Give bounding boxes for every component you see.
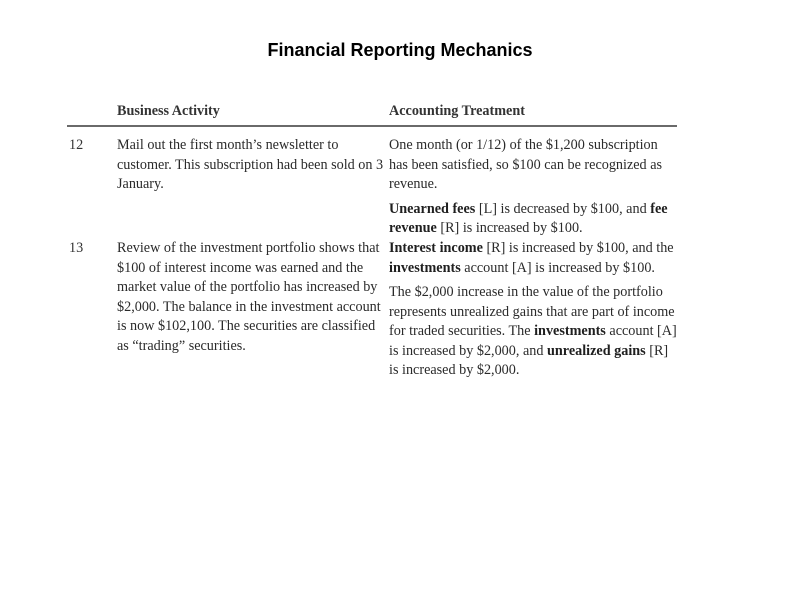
account-name: investments — [389, 259, 461, 276]
treatment-paragraph — [389, 200, 679, 239]
accounting-treatment-text — [389, 239, 679, 386]
table-header — [67, 100, 677, 124]
account-name: unrealized gains — [547, 342, 646, 359]
row-number: 12 — [69, 137, 84, 153]
header-business-activity: Business Activity — [117, 103, 220, 119]
accounting-treatment-text — [389, 136, 679, 244]
business-activity-text: Review of the investment portfolio shows that $100 of interest income was earned and the market value of the portfolio has increased by $2,000. The balance in the investment account is now $102,100. The securities are classified as “trading” securities. — [117, 240, 381, 354]
treatment-text: account [A] is increased by $2,000, and — [389, 323, 677, 359]
treatment-text: The $2,000 increase in the value of the portfolio represents unrealized gains that are part of income for traded securities. The — [389, 284, 675, 339]
header-accounting-treatment: Accounting Treatment — [389, 103, 525, 119]
treatment-text: [L] is decreased by $100, and — [475, 200, 651, 217]
account-name: fee revenue — [389, 200, 668, 236]
account-name: Unearned fees — [389, 200, 476, 217]
treatment-paragraph — [389, 136, 679, 195]
page-title: Financial Reporting Mechanics — [267, 40, 533, 60]
row-number: 13 — [69, 240, 84, 256]
treatment-paragraph — [389, 239, 679, 278]
treatment-paragraph — [389, 283, 679, 381]
treatment-text: account [A] is increased by $100. — [460, 259, 655, 276]
header-rule — [67, 125, 677, 127]
account-name: investments — [534, 323, 606, 339]
treatment-text: [R] is increased by $100. — [436, 220, 583, 236]
treatment-text: [R] is increased by $2,000. — [389, 342, 669, 378]
treatment-text: One month (or 1/12) of the $1,200 subscription has been satisfied, so $100 can be recognized as revenue. — [389, 137, 663, 192]
account-name: Interest income — [389, 240, 483, 256]
business-activity-text: Mail out the first month’s newsletter to customer. This subscription had been sold on 3 January. — [117, 137, 384, 192]
accounting-table — [67, 100, 677, 378]
treatment-text: [R] is increased by $100, and the — [482, 240, 674, 256]
